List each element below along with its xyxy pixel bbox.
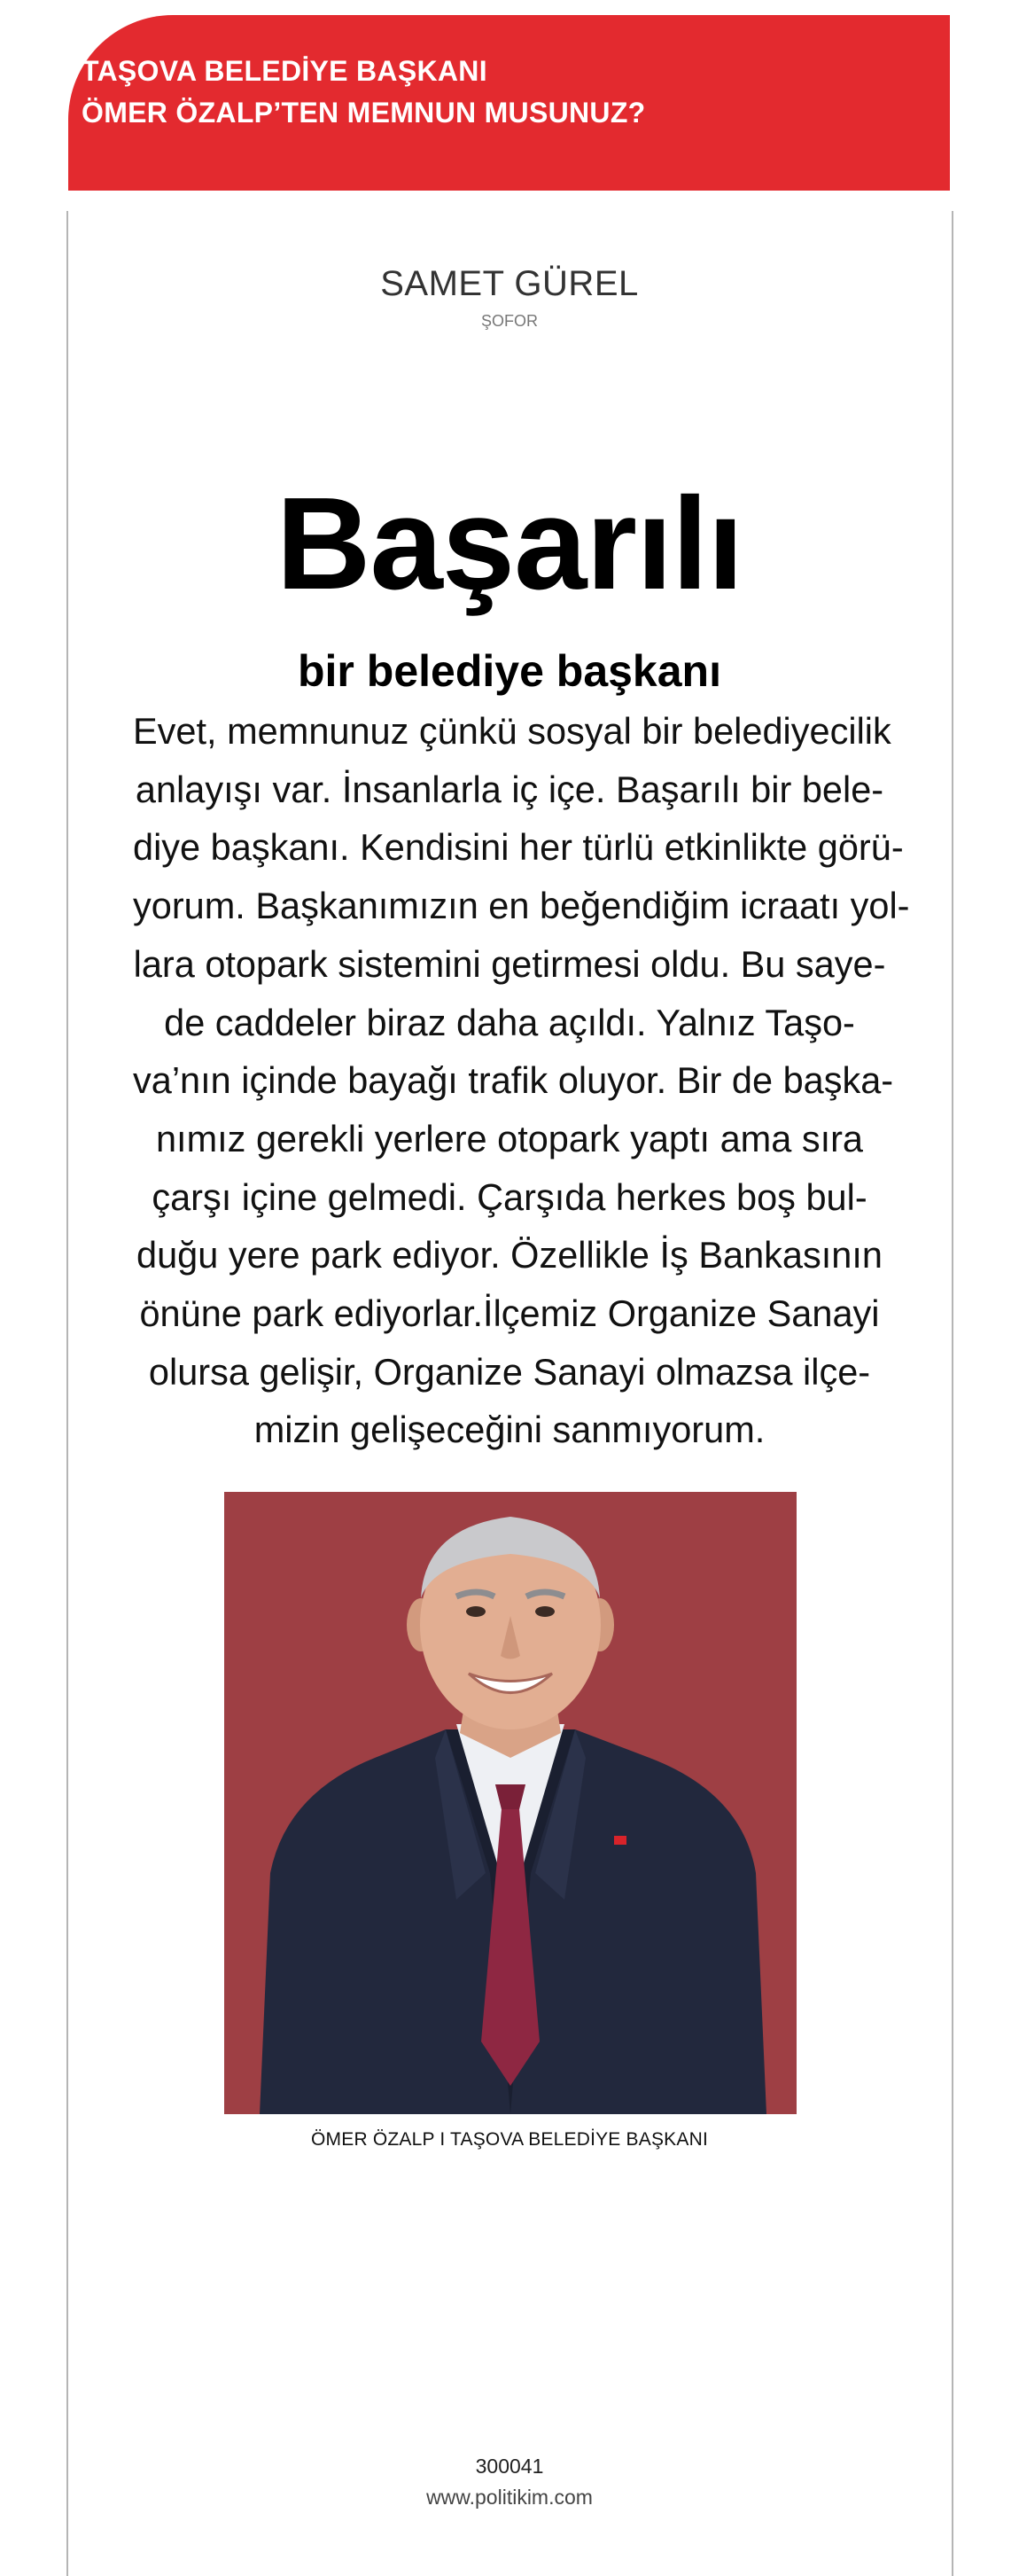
quote-line: Evet, memnunuz çünkü sosyal bir belediyecilik: [133, 710, 891, 752]
quote-body: [133, 702, 910, 1459]
subheadline: bir belediye başkanı: [298, 646, 721, 696]
quote-line: olursa gelişir, Organize Sanayi olmazsa ilçe-: [148, 1350, 871, 1393]
mayor-portrait-photo: [224, 1492, 797, 2114]
photo-caption: ÖMER ÖZALP I TAŞOVA BELEDİYE BAŞKANI: [311, 2129, 708, 2150]
respondent-occupation: ŞOFOR: [480, 312, 538, 330]
quote-line: nımız gerekli yerlere otopark yaptı ama sıra: [155, 1117, 864, 1159]
quote-line: mizin gelişeceğini sanmıyorum.: [253, 1409, 766, 1451]
quote-line: de caddeler biraz daha açıldı. Yalnız Taşo-: [164, 1001, 855, 1043]
page-code: 300041: [475, 2455, 544, 2478]
banner-title-line-1: TAŞOVA BELEDİYE BAŞKANI: [82, 55, 487, 87]
quote-line: duğu yere park ediyor. Özellikle İş Bankasının: [136, 1234, 883, 1276]
quote-line: diye başkanı. Kendisini her türlü etkinlikte görü-: [133, 826, 904, 869]
quote-line: çarşı içine gelmedi. Çarşıda herkes boş bul-: [152, 1175, 867, 1218]
quote-line: önüne park ediyorlar.İlçemiz Organize Sanayi: [139, 1292, 880, 1335]
quote-line: anlayışı var. İnsanlarla iç içe. Başarılı bir bele-: [135, 768, 884, 810]
quote-line: va’nın içinde bayağı trafik oluyor. Bir de başka-: [133, 1059, 894, 1102]
quote-line: lara otopark sistemini getirmesi oldu. Bu saye-: [133, 942, 886, 985]
portrait-illustration: [224, 1492, 797, 2114]
respondent-name: SAMET GÜREL: [380, 264, 639, 303]
website-link[interactable]: www.politikim.com: [426, 2486, 593, 2509]
quote-line: yorum. Başkanımızın en beğendiğim icraatı yol-: [133, 885, 910, 927]
headline: Başarılı: [276, 471, 743, 617]
banner-title: [82, 51, 646, 134]
banner-title-line-2: ÖMER ÖZALP’TEN MEMNUN MUSUNUZ?: [82, 97, 646, 129]
